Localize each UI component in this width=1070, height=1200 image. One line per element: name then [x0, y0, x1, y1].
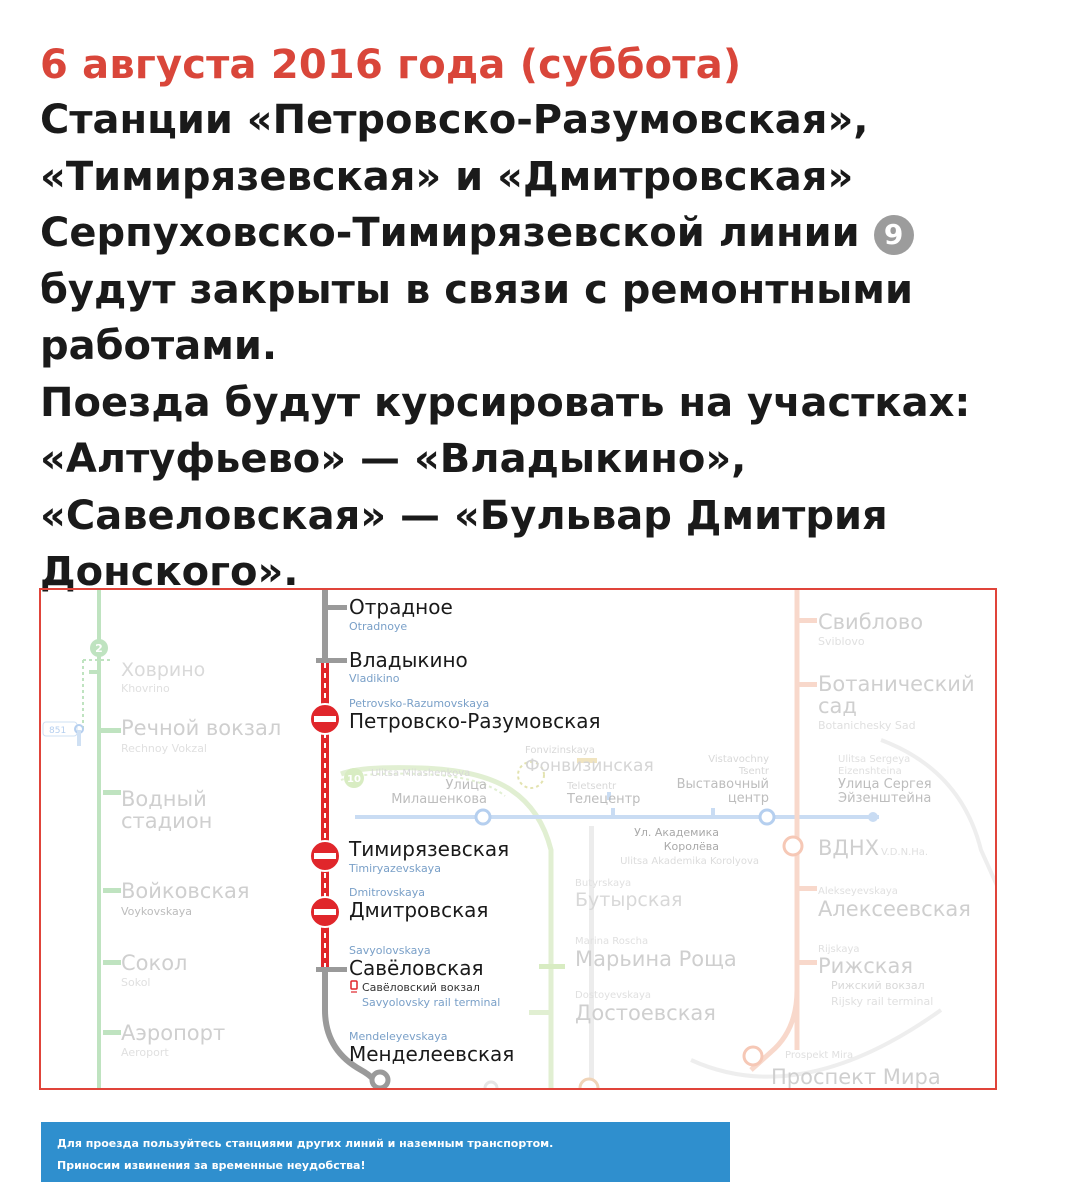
station-savyolovsky-rail: Савёловский вокзал — [362, 981, 480, 994]
notice-line-1: Для проезда пользуйтесь станциями других линий и наземным транспортом. — [57, 1137, 554, 1150]
station-voykovskaya-en: Voykovskaya — [121, 905, 193, 918]
station-khovrino-en: Khovrino — [121, 682, 170, 695]
station-dostoyevskaya-en: Dostoyevskaya — [575, 990, 652, 1001]
station-eizenshteina-en-2: Eizenshteina — [838, 766, 902, 777]
station-korolyova-2: Королёва — [663, 840, 719, 853]
station-fonvizinskaya-en: Fonvizinskaya — [525, 745, 595, 756]
announcement-line-4: будут закрыты в связи с ремонтными — [40, 266, 914, 313]
station-vodny: Водный — [121, 787, 207, 811]
station-mendeleyevskaya: Менделеевская — [349, 1042, 515, 1066]
notice-banner — [41, 1122, 730, 1182]
station-sviblovo: Свиблово — [818, 610, 924, 634]
station-petrovsko-en: Petrovsko-Razumovskaya — [349, 697, 490, 710]
station-vdnh-en: V.D.N.Ha. — [881, 847, 929, 858]
announcement-line-2: «Тимирязевская» и «Дмитровская» — [40, 153, 854, 200]
station-aeroport: Аэропорт — [121, 1021, 226, 1045]
announcement-line-1: Станции «Петровско-Разумовская», — [40, 97, 869, 143]
rail-terminal-icon — [351, 981, 357, 992]
left-station-labels — [121, 659, 281, 1059]
station-sokol-en: Sokol — [121, 976, 151, 989]
station-prospekt-mira-en: Prospekt Mira — [785, 1050, 854, 1061]
station-eizenshteina: Улица Сергея — [838, 777, 932, 792]
station-dmitrovskaya-en: Dmitrovskaya — [349, 886, 425, 899]
station-vistavochny: Выставочный — [676, 777, 769, 792]
announcement-line-5: работами. — [40, 323, 278, 369]
announcement-line-7: «Алтуфьево» — «Владыкино», — [40, 436, 747, 482]
station-otradnoye-en: Otradnoye — [349, 620, 408, 633]
station-savyolovskaya-en: Savyolovskaya — [349, 944, 431, 957]
main-station-labels — [348, 595, 601, 1066]
station-otradnoye: Отрадное — [349, 595, 453, 619]
station-petrovsko: Петровско-Разумовская — [349, 709, 601, 733]
closed-marker-dmitrovskaya — [310, 897, 340, 927]
line-2-faded — [83, 590, 121, 1090]
station-alekseyevskaya-en: Alekseyevskaya — [818, 886, 898, 897]
station-milashenkova-en: Ulitsa Milashenkova — [371, 768, 471, 779]
station-botanichesky-en: Botanichesky Sad — [818, 719, 916, 732]
station-butyrskaya: Бутырская — [575, 889, 683, 911]
station-teletsentr: Телецентр — [567, 792, 641, 807]
metro-map-svg — [41, 590, 997, 1090]
line-name: Серпуховско-Тимирязевской линии — [40, 210, 860, 256]
station-rijskaya: Рижская — [818, 954, 913, 978]
station-timiryazevskaya: Тимирязевская — [349, 837, 510, 861]
station-botanichesky-2: сад — [818, 694, 857, 718]
line-9-badge: 9 — [874, 215, 914, 255]
station-rijsky-rail-en: Rijsky rail terminal — [831, 995, 934, 1008]
station-vistavochny-en-2: Tsentr — [738, 766, 769, 777]
station-butyrskaya-en: Butyrskaya — [575, 878, 632, 889]
station-eizenshteina-en: Ulitsa Sergeya — [838, 754, 911, 765]
station-korolyova: Ул. Академика — [634, 826, 719, 839]
station-rijsky-rail: Рижский вокзал — [831, 979, 925, 992]
station-sokol: Сокол — [121, 951, 188, 975]
closed-marker-timiryazevskaya — [310, 841, 340, 871]
station-dmitrovskaya: Дмитровская — [349, 898, 489, 922]
station-sviblovo-en: Sviblovo — [818, 635, 865, 648]
station-khovrino: Ховрино — [121, 659, 206, 681]
monorail-count: 851 — [49, 726, 67, 736]
station-prospekt-mira: Проспект Мира — [771, 1065, 941, 1089]
station-vodny-2: стадион — [121, 809, 213, 833]
station-rijskaya-en: Rijskaya — [818, 944, 860, 955]
closed-marker-petrovsko — [310, 704, 340, 734]
announcement-date: 6 августа 2016 года (суббота) — [40, 42, 742, 88]
station-rechnoy-en: Rechnoy Vokzal — [121, 742, 207, 755]
announcement-line-8: «Савеловская» — «Бульвар Дмитрия Донского». — [40, 492, 888, 595]
station-milashenkova-2: Милашенкова — [391, 792, 487, 807]
line-10-badge-text: 10 — [347, 774, 361, 785]
station-korolyova-en: Ulitsa Akademika Korolyova — [620, 856, 759, 867]
metro-map — [39, 588, 997, 1090]
station-alekseyevskaya: Алексеевская — [818, 897, 971, 921]
station-vladikino: Владыкино — [349, 648, 468, 672]
announcement-line-6: Поезда будут курсировать на участках: — [40, 379, 971, 426]
station-timiryazevskaya-en: Timiryazevskaya — [349, 862, 441, 875]
announcement-header — [40, 38, 1050, 601]
station-vistavochny-2: центр — [727, 791, 769, 806]
announcement-line-3 — [40, 205, 1050, 262]
station-fonvizinskaya: Фонвизинская — [525, 756, 654, 776]
line-2-badge-text: 2 — [95, 642, 103, 655]
station-vistavochny-en: Vistavochny — [708, 754, 769, 765]
station-milashenkova: Улица — [445, 778, 487, 793]
station-botanichesky: Ботанический — [818, 672, 975, 696]
notice-line-2: Приносим извинения за временные неудобства! — [57, 1159, 366, 1172]
station-savyolovsky-rail-en: Savyolovsky rail terminal — [362, 996, 501, 1009]
station-rechnoy: Речной вокзал — [121, 716, 282, 740]
station-vdnh: ВДНХ — [818, 836, 879, 860]
station-savyolovskaya: Савёловская — [349, 956, 484, 980]
station-eizenshteina-2: Эйзенштейна — [838, 791, 932, 806]
station-marina-roscha: Марьина Роща — [575, 947, 737, 971]
station-vladikino-en: Vladikino — [349, 672, 400, 685]
station-mendeleyevskaya-en: Mendeleyevskaya — [349, 1030, 448, 1043]
station-voykovskaya: Войковская — [121, 879, 250, 903]
station-aeroport-en: Aeroport — [121, 1046, 169, 1059]
monorail-faded — [43, 722, 83, 746]
station-dostoyevskaya: Достоевская — [575, 1001, 716, 1025]
station-teletsentr-en: Teletsentr — [567, 781, 617, 792]
station-marina-roscha-en: Marina Roscha — [575, 936, 649, 947]
